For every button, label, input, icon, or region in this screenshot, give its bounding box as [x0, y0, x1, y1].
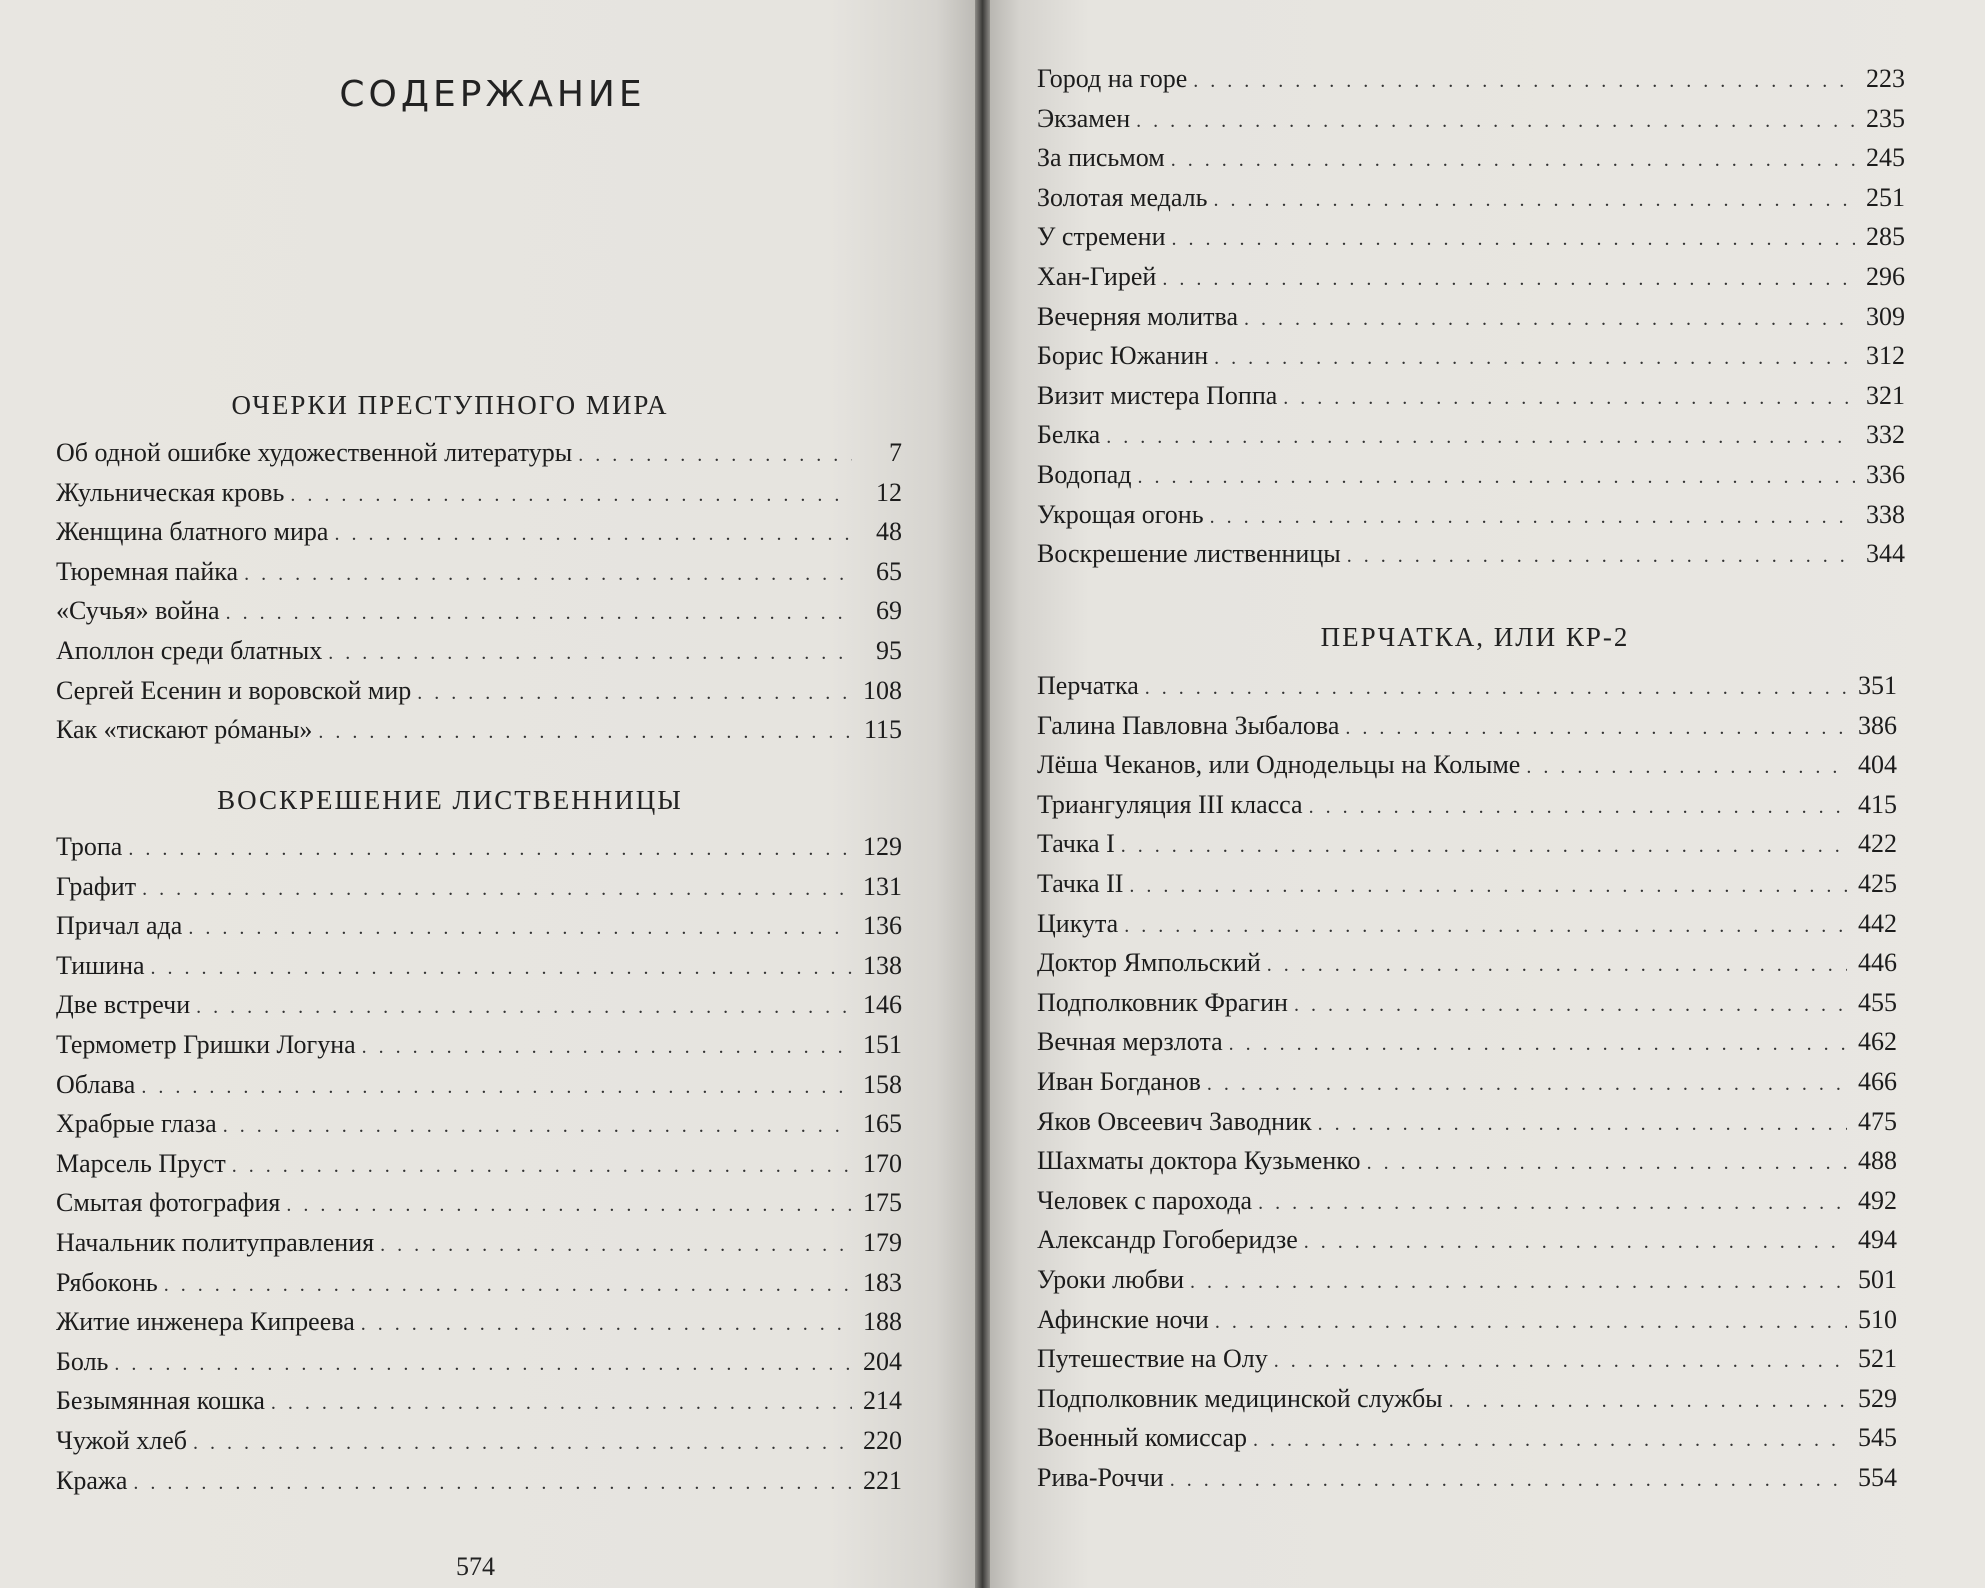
toc-entry [1037, 178, 1905, 218]
toc-entry-page: 404 [1858, 750, 1897, 780]
toc-entry [56, 1183, 902, 1223]
toc-entry-page: 151 [863, 1029, 902, 1059]
toc-entry-title: Рива-Роччи [1037, 1462, 1164, 1492]
dot-leader [1345, 709, 1847, 749]
dot-leader [223, 1107, 852, 1147]
toc-entry [1037, 59, 1905, 99]
dot-leader [196, 988, 852, 1028]
toc-entry [1037, 99, 1905, 139]
dot-leader [362, 1028, 852, 1068]
toc-entry-page: 462 [1858, 1027, 1897, 1057]
toc-entry [56, 906, 902, 946]
toc-entry-page: 321 [1866, 380, 1905, 410]
toc-entry-title: Начальник политуправления [56, 1227, 375, 1257]
toc-entry-title: Триангуляция III класса [1037, 789, 1303, 819]
toc-entry-page: 492 [1858, 1185, 1897, 1215]
toc-entry-page: 170 [863, 1148, 902, 1178]
book-gutter [975, 0, 990, 1588]
toc-entry-page: 488 [1858, 1146, 1897, 1176]
toc-entry [56, 433, 902, 473]
toc-entry-page: 175 [863, 1188, 902, 1218]
toc-entry-page: 220 [863, 1425, 902, 1455]
dot-leader [1318, 1105, 1847, 1145]
toc-entry [1037, 1379, 1897, 1419]
toc-list-larch [56, 827, 902, 1500]
dot-leader [1170, 1461, 1847, 1501]
toc-entry-page: 214 [863, 1386, 902, 1416]
toc-entry-title: Иван Богданов [1037, 1066, 1201, 1096]
toc-entry [1037, 745, 1897, 785]
toc-entry [1037, 1339, 1897, 1379]
toc-entry-page: 545 [1858, 1423, 1897, 1453]
dot-leader [417, 674, 852, 714]
toc-entry-page: 204 [863, 1346, 902, 1376]
toc-entry-title: Житие инженера Кипреева [56, 1307, 355, 1337]
dot-leader [1304, 1223, 1847, 1263]
toc-entry-title: Афинские ночи [1037, 1304, 1209, 1334]
toc-entry-title: Хан-Гирей [1037, 261, 1157, 291]
toc-entry-page: 494 [1858, 1225, 1897, 1255]
toc-entry-title: Чужой хлеб [56, 1425, 188, 1455]
dot-leader [1210, 498, 1855, 538]
toc-entry [56, 591, 902, 631]
toc-entry [1037, 1458, 1897, 1498]
toc-entry-title: Перчатка [1037, 671, 1139, 700]
toc-entry-title: Безымянная кошка [56, 1386, 265, 1416]
toc-entry-page: 529 [1858, 1383, 1897, 1413]
dot-leader [232, 1147, 852, 1187]
toc-entry-title: Тишина [56, 950, 145, 980]
dot-leader [1258, 1184, 1847, 1224]
dot-leader [334, 515, 852, 555]
toc-entry-title: Белка [1037, 420, 1101, 450]
toc-entry [56, 473, 902, 513]
toc-entry-title: Сергей Есенин и воровской мир [56, 675, 412, 705]
dot-leader [1229, 1025, 1847, 1065]
toc-entry-page: 223 [1866, 64, 1905, 93]
dot-leader [1244, 300, 1855, 340]
toc-entry-title: Город на горе [1037, 64, 1188, 93]
toc-entry [56, 1342, 902, 1382]
toc-entry-title: «Сучья» война [56, 596, 220, 626]
dot-leader [361, 1305, 852, 1345]
toc-entry-page: 115 [863, 715, 902, 745]
toc-entry-title: Кража [56, 1465, 128, 1495]
toc-entry-title: Галина Павловна Зыбалова [1037, 710, 1340, 740]
dot-leader [1190, 1263, 1847, 1303]
toc-entry [1037, 257, 1905, 297]
toc-entry [1037, 943, 1897, 983]
dot-leader [328, 634, 852, 674]
toc-entry [56, 671, 902, 711]
right-page [990, 0, 1985, 1588]
dot-leader [142, 870, 852, 910]
left-page [0, 0, 975, 1588]
toc-entry [1037, 666, 1897, 706]
toc-entry-page: 245 [1866, 143, 1905, 173]
toc-entry [56, 552, 902, 592]
dot-leader [271, 1384, 852, 1424]
toc-entry [56, 827, 902, 867]
toc-entry-page: 95 [876, 635, 902, 665]
toc-entry [1037, 415, 1905, 455]
toc-entry [56, 1025, 902, 1065]
toc-list-glove [1037, 666, 1897, 1497]
dot-leader [1449, 1382, 1847, 1422]
toc-entry-title: Тачка II [1037, 868, 1124, 898]
toc-entry-page: 455 [1858, 987, 1897, 1017]
toc-entry-title: Аполлон среди блатных [56, 635, 323, 665]
toc-entry-title: Уроки любви [1037, 1264, 1184, 1294]
toc-entry-page: 351 [1858, 671, 1897, 700]
contents-title: СОДЕРЖАНИЕ [339, 74, 646, 115]
toc-entry-title: Доктор Ямпольский [1037, 948, 1261, 978]
toc-entry-title: Цикута [1037, 908, 1119, 938]
toc-entry [1037, 1181, 1897, 1221]
dot-leader [318, 713, 852, 753]
toc-entry [1037, 455, 1905, 495]
section-heading-criminal-world: ОЧЕРКИ ПРЕСТУПНОГО МИРА [231, 390, 669, 420]
toc-entry-title: Облава [56, 1069, 136, 1099]
toc-entry [1037, 376, 1905, 416]
dot-leader [1267, 946, 1847, 986]
toc-entry-title: Тропа [56, 832, 123, 861]
toc-entry-page: 466 [1858, 1066, 1897, 1096]
toc-entry-page: 442 [1858, 908, 1897, 938]
toc-entry-title: Водопад [1037, 459, 1132, 489]
toc-entry-page: 475 [1858, 1106, 1897, 1136]
toc-entry-title: Золотая медаль [1037, 182, 1208, 212]
toc-entry-page: 158 [863, 1069, 902, 1099]
dot-leader [1213, 181, 1855, 221]
toc-entry [1037, 336, 1905, 376]
toc-entry [56, 1144, 902, 1184]
toc-entry [56, 1263, 902, 1303]
toc-entry-title: Марсель Пруст [56, 1148, 226, 1178]
toc-entry-page: 386 [1858, 710, 1897, 740]
toc-entry-title: За письмом [1037, 143, 1165, 173]
toc-entry-page: 251 [1866, 182, 1905, 212]
dot-leader [1526, 748, 1847, 788]
toc-entry-page: 309 [1866, 301, 1905, 331]
toc-entry [56, 1421, 902, 1461]
dot-leader [193, 1424, 852, 1464]
dot-leader [244, 555, 852, 595]
toc-entry [1037, 1300, 1897, 1340]
toc-entry-title: Военный комиссар [1037, 1423, 1248, 1453]
page-number: 574 [456, 1552, 495, 1581]
toc-entry-page: 108 [863, 675, 902, 705]
toc-entry-page: 131 [863, 871, 902, 901]
toc-entry [56, 1461, 902, 1501]
toc-entry [56, 1302, 902, 1342]
toc-entry [56, 985, 902, 1025]
toc-entry [1037, 534, 1905, 574]
toc-entry-page: 165 [863, 1109, 902, 1139]
toc-entry-page: 12 [876, 477, 902, 507]
toc-entry-page: 179 [863, 1227, 902, 1257]
toc-entry-title: Две встречи [56, 990, 191, 1020]
toc-entry-page: 312 [1866, 341, 1905, 371]
toc-entry [56, 512, 902, 552]
dot-leader [290, 476, 852, 516]
toc-entry-title: Вечерняя молитва [1037, 301, 1239, 331]
toc-entry [1037, 706, 1897, 746]
dot-leader [114, 1345, 852, 1385]
toc-entry [56, 1065, 902, 1105]
toc-entry [56, 867, 902, 907]
toc-entry-title: Тачка I [1037, 829, 1115, 859]
toc-entry-page: 188 [863, 1307, 902, 1337]
toc-entry [56, 1104, 902, 1144]
toc-entry [1037, 1220, 1897, 1260]
toc-entry [1037, 1062, 1897, 1102]
toc-entry-title: Подполковник медицинской службы [1037, 1383, 1443, 1413]
toc-entry-title: Визит мистера Поппа [1037, 380, 1278, 410]
toc-entry-page: 521 [1858, 1344, 1897, 1374]
dot-leader [1106, 418, 1855, 458]
toc-entry [1037, 983, 1897, 1023]
toc-entry-title: Лёша Чеканов, или Однодельцы на Колыме [1037, 750, 1521, 780]
dot-leader [1309, 788, 1847, 828]
dot-leader [1136, 102, 1855, 142]
dot-leader [380, 1226, 852, 1266]
toc-entry-page: 136 [863, 911, 902, 941]
dot-leader [188, 909, 852, 949]
toc-entry-page: 422 [1858, 829, 1897, 859]
dot-leader [1121, 827, 1847, 867]
toc-entry-title: Шахматы доктора Кузьменко [1037, 1146, 1361, 1176]
toc-entry-page: 296 [1866, 261, 1905, 291]
toc-entry-title: Причал ада [56, 911, 183, 941]
toc-entry [1037, 864, 1897, 904]
toc-entry [1037, 1102, 1897, 1142]
dot-leader [1367, 1144, 1847, 1184]
dot-leader [164, 1266, 852, 1306]
toc-entry-page: 183 [863, 1267, 902, 1297]
toc-entry-title: Термометр Гришки Логуна [56, 1029, 356, 1059]
dot-leader [1162, 260, 1855, 300]
toc-entry-page: 344 [1866, 539, 1905, 569]
toc-entry-title: Об одной ошибке художественной литературы [56, 438, 573, 467]
dot-leader [1145, 669, 1847, 709]
dot-leader [141, 1068, 852, 1108]
dot-leader [1347, 537, 1855, 577]
toc-entry [1037, 495, 1905, 535]
toc-entry-title: Жульническая кровь [56, 477, 285, 507]
toc-entry-page: 129 [863, 832, 902, 861]
toc-entry-page: 138 [863, 950, 902, 980]
dot-leader [1274, 1342, 1847, 1382]
toc-entry [56, 710, 902, 750]
toc-entry-title: Вечная мерзлота [1037, 1027, 1223, 1057]
dot-leader [128, 830, 852, 870]
toc-entry-page: 332 [1866, 420, 1905, 450]
section-heading-larch: ВОСКРЕШЕНИЕ ЛИСТВЕННИЦЫ [217, 785, 683, 815]
toc-entry [1037, 1022, 1897, 1062]
dot-leader [1253, 1421, 1847, 1461]
dot-leader [1124, 907, 1847, 947]
toc-entry-page: 69 [876, 596, 902, 626]
toc-list-continued [1037, 59, 1905, 574]
toc-entry-title: Подполковник Фрагин [1037, 987, 1288, 1017]
toc-entry-title: У стремени [1037, 222, 1166, 252]
dot-leader [1172, 220, 1856, 260]
toc-entry-page: 415 [1858, 789, 1897, 819]
toc-entry-title: Рябоконь [56, 1267, 158, 1297]
dot-leader [1214, 339, 1855, 379]
toc-entry [1037, 1260, 1897, 1300]
section-heading-glove: ПЕРЧАТКА, ИЛИ КР-2 [1320, 622, 1630, 652]
toc-entry [56, 631, 902, 671]
dot-leader [1171, 141, 1855, 181]
toc-entry-title: Тюремная пайка [56, 556, 239, 586]
toc-entry-page: 510 [1858, 1304, 1897, 1334]
toc-entry-title: Воскрешение лиственницы [1037, 539, 1341, 569]
toc-entry-title: Как «тискают рóманы» [56, 715, 313, 745]
toc-entry [1037, 824, 1897, 864]
toc-entry [1037, 1418, 1897, 1458]
toc-entry-title: Борис Южанин [1037, 341, 1209, 371]
dot-leader [133, 1464, 852, 1504]
toc-entry-page: 425 [1858, 868, 1897, 898]
toc-entry-title: Экзамен [1037, 103, 1131, 133]
dot-leader [578, 436, 852, 476]
toc-entry [1037, 138, 1905, 178]
dot-leader [286, 1186, 852, 1226]
dot-leader [1283, 379, 1855, 419]
dot-leader [1294, 986, 1847, 1026]
toc-entry-title: Смытая фотография [56, 1188, 281, 1218]
toc-list-criminal-world [56, 433, 902, 750]
toc-entry-title: Яков Овсеевич Заводник [1037, 1106, 1312, 1136]
toc-entry [56, 1223, 902, 1263]
toc-entry [56, 1381, 902, 1421]
dot-leader [1138, 458, 1855, 498]
toc-entry-title: Храбрые глаза [56, 1109, 217, 1139]
toc-entry-title: Укрощая огонь [1037, 499, 1204, 529]
dot-leader [1193, 62, 1855, 102]
toc-entry-page: 285 [1866, 222, 1905, 252]
toc-entry-page: 7 [889, 438, 902, 467]
toc-entry-title: Человек с парохода [1037, 1185, 1253, 1215]
dot-leader [1215, 1303, 1847, 1343]
dot-leader [1129, 867, 1847, 907]
dot-leader [1207, 1065, 1847, 1105]
toc-entry-page: 338 [1866, 499, 1905, 529]
toc-entry-page: 48 [876, 517, 902, 547]
toc-entry [1037, 1141, 1897, 1181]
toc-entry-title: Путешествие на Олу [1037, 1344, 1268, 1374]
toc-entry [1037, 904, 1897, 944]
toc-entry-title: Боль [56, 1346, 109, 1376]
toc-entry-page: 235 [1866, 103, 1905, 133]
toc-entry [1037, 785, 1897, 825]
toc-entry [56, 946, 902, 986]
toc-entry-page: 65 [876, 556, 902, 586]
toc-entry-page: 221 [863, 1465, 902, 1495]
dot-leader [226, 594, 852, 634]
toc-entry-page: 446 [1858, 948, 1897, 978]
toc-entry [1037, 217, 1905, 257]
dot-leader [151, 949, 852, 989]
toc-entry-page: 554 [1858, 1462, 1897, 1492]
toc-entry-title: Александр Гогоберидзе [1037, 1225, 1298, 1255]
toc-entry-title: Женщина блатного мира [56, 517, 329, 547]
toc-entry-page: 501 [1858, 1264, 1897, 1294]
toc-entry-page: 336 [1866, 459, 1905, 489]
toc-entry-page: 146 [863, 990, 902, 1020]
toc-entry-title: Графит [56, 871, 137, 901]
toc-entry [1037, 297, 1905, 337]
